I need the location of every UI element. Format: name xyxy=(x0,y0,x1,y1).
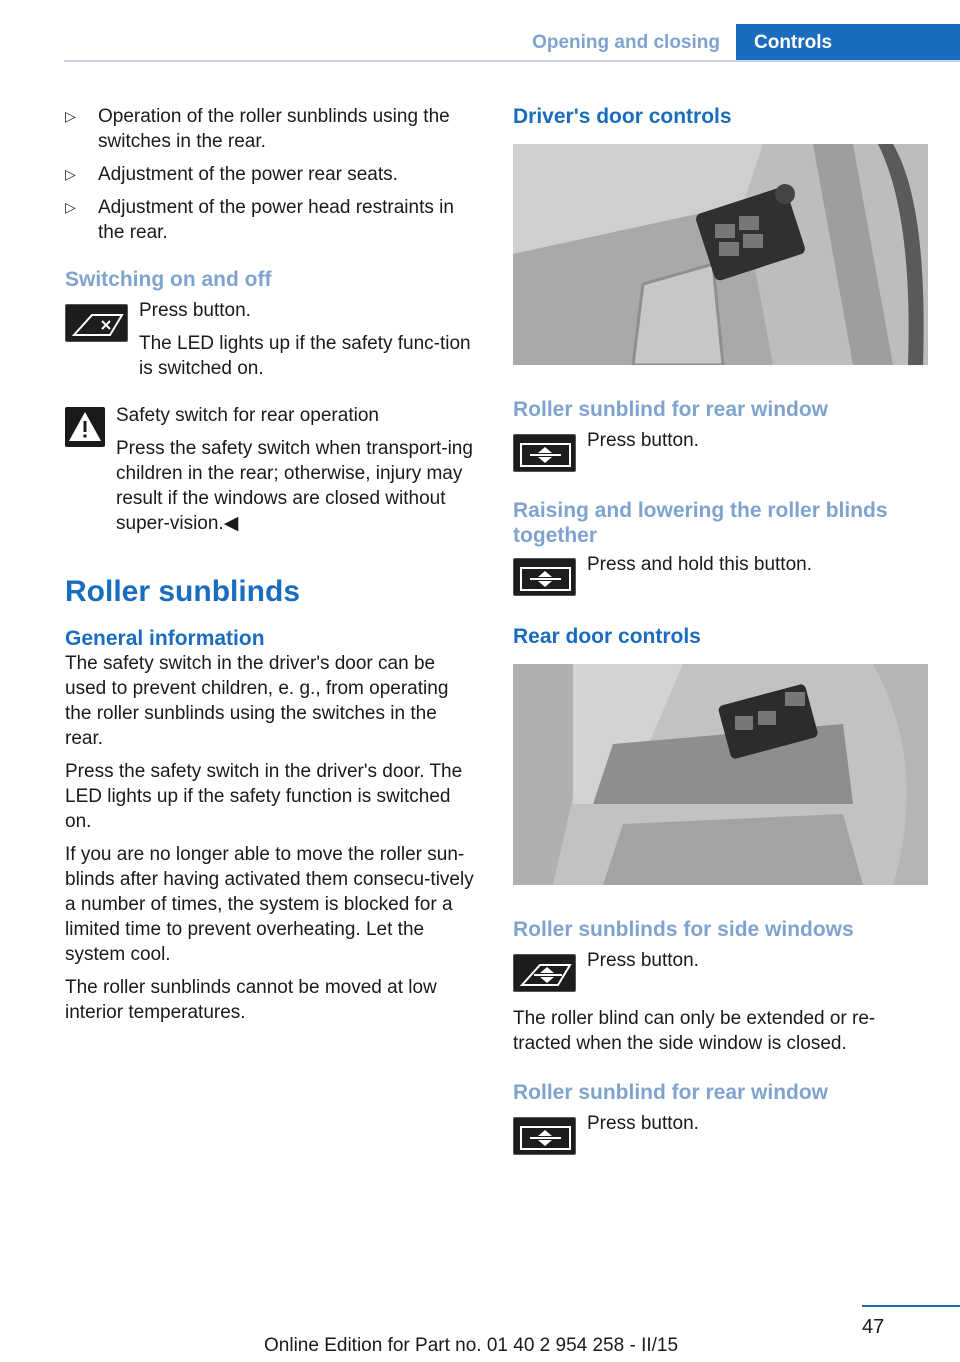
rear-sunblind-button-icon xyxy=(513,434,576,472)
rear-functions-list xyxy=(65,104,480,245)
together-text: Press and hold this button. xyxy=(587,554,812,575)
header-section-title: Opening and closing xyxy=(532,32,720,53)
right-column xyxy=(513,100,928,1159)
side-windows-text: Press button. xyxy=(587,950,699,971)
together-heading: Raising and lowering the roller blinds together xyxy=(513,499,888,547)
warning-text: Press the safety switch when transport-ing children in the rear; otherwise, injury may result if the windows are closed without super-vision.◀ xyxy=(116,438,473,534)
warning-block xyxy=(65,393,480,536)
page-number: 47 xyxy=(862,1316,885,1338)
switching-step-2: The LED lights up if the safety func-tion is switched on. xyxy=(139,333,471,379)
list-item: ▷ Adjustment of the power head restraints in the rear. xyxy=(65,197,454,243)
rear-window-instruction-2 xyxy=(513,1111,928,1159)
side-sunblind-button-icon xyxy=(513,954,576,992)
rear-sunblind-button-icon xyxy=(513,1117,576,1155)
general-paragraph-1: The safety switch in the driver's door can be used to prevent children, e. g., from operating the roller sunblinds using the switches in the rear. xyxy=(65,653,449,749)
roller-sunblinds-heading: Roller sunblinds xyxy=(65,575,301,608)
rear-window-text: Press button. xyxy=(587,430,699,451)
warning-title: Safety switch for rear operation xyxy=(116,405,379,426)
header-divider xyxy=(64,60,960,62)
side-windows-note: The roller blind can only be extended or re-tracted when the side window is closed. xyxy=(513,1008,876,1054)
switching-instruction xyxy=(65,298,480,381)
switching-step-1: Press button. xyxy=(139,300,251,321)
header-chapter-tab: Controls xyxy=(736,24,960,62)
warning-triangle-icon xyxy=(65,407,105,447)
edition-footer: Online Edition for Part no. 01 40 2 954 258 - II/15 xyxy=(264,1335,679,1356)
driver-door-photo xyxy=(513,144,928,365)
child-lock-button-icon xyxy=(65,304,128,342)
switching-heading: Switching on and off xyxy=(65,268,272,291)
side-windows-instruction xyxy=(513,948,928,996)
footer-divider xyxy=(862,1305,960,1307)
list-item: ▷ Adjustment of the power rear seats. xyxy=(65,164,398,185)
triangle-bullet-icon: ▷ xyxy=(65,199,76,215)
driver-door-heading: Driver's door controls xyxy=(513,105,732,128)
rear-door-heading: Rear door controls xyxy=(513,625,701,648)
general-paragraph-3: If you are no longer able to move the roller sun-blinds after having activated them consecu-tively a number of times, the system is blocked for a limited time to prevent overheating. Let the system cool. xyxy=(65,844,474,965)
side-windows-heading: Roller sunblinds for side windows xyxy=(513,918,854,941)
general-paragraph-4: The roller sunblinds cannot be moved at low interior temperatures. xyxy=(65,977,437,1023)
list-item: ▷ Operation of the roller sunblinds using the switches in the rear. xyxy=(65,106,450,152)
left-column xyxy=(65,100,480,1025)
rear-sunblind-button-icon xyxy=(513,558,576,596)
rear-window-heading: Roller sunblind for rear window xyxy=(513,398,829,421)
triangle-bullet-icon: ▷ xyxy=(65,166,76,182)
together-instruction xyxy=(513,552,928,600)
rear-window-heading-2: Roller sunblind for rear window xyxy=(513,1081,829,1104)
rear-window-instruction xyxy=(513,428,928,476)
general-paragraph-2: Press the safety switch in the driver's door. The LED lights up if the safety function is switched on. xyxy=(65,761,463,832)
triangle-bullet-icon: ▷ xyxy=(65,108,76,124)
rear-window-text-2: Press button. xyxy=(587,1113,699,1134)
general-info-heading: General information xyxy=(65,627,265,650)
rear-door-photo xyxy=(513,664,928,885)
